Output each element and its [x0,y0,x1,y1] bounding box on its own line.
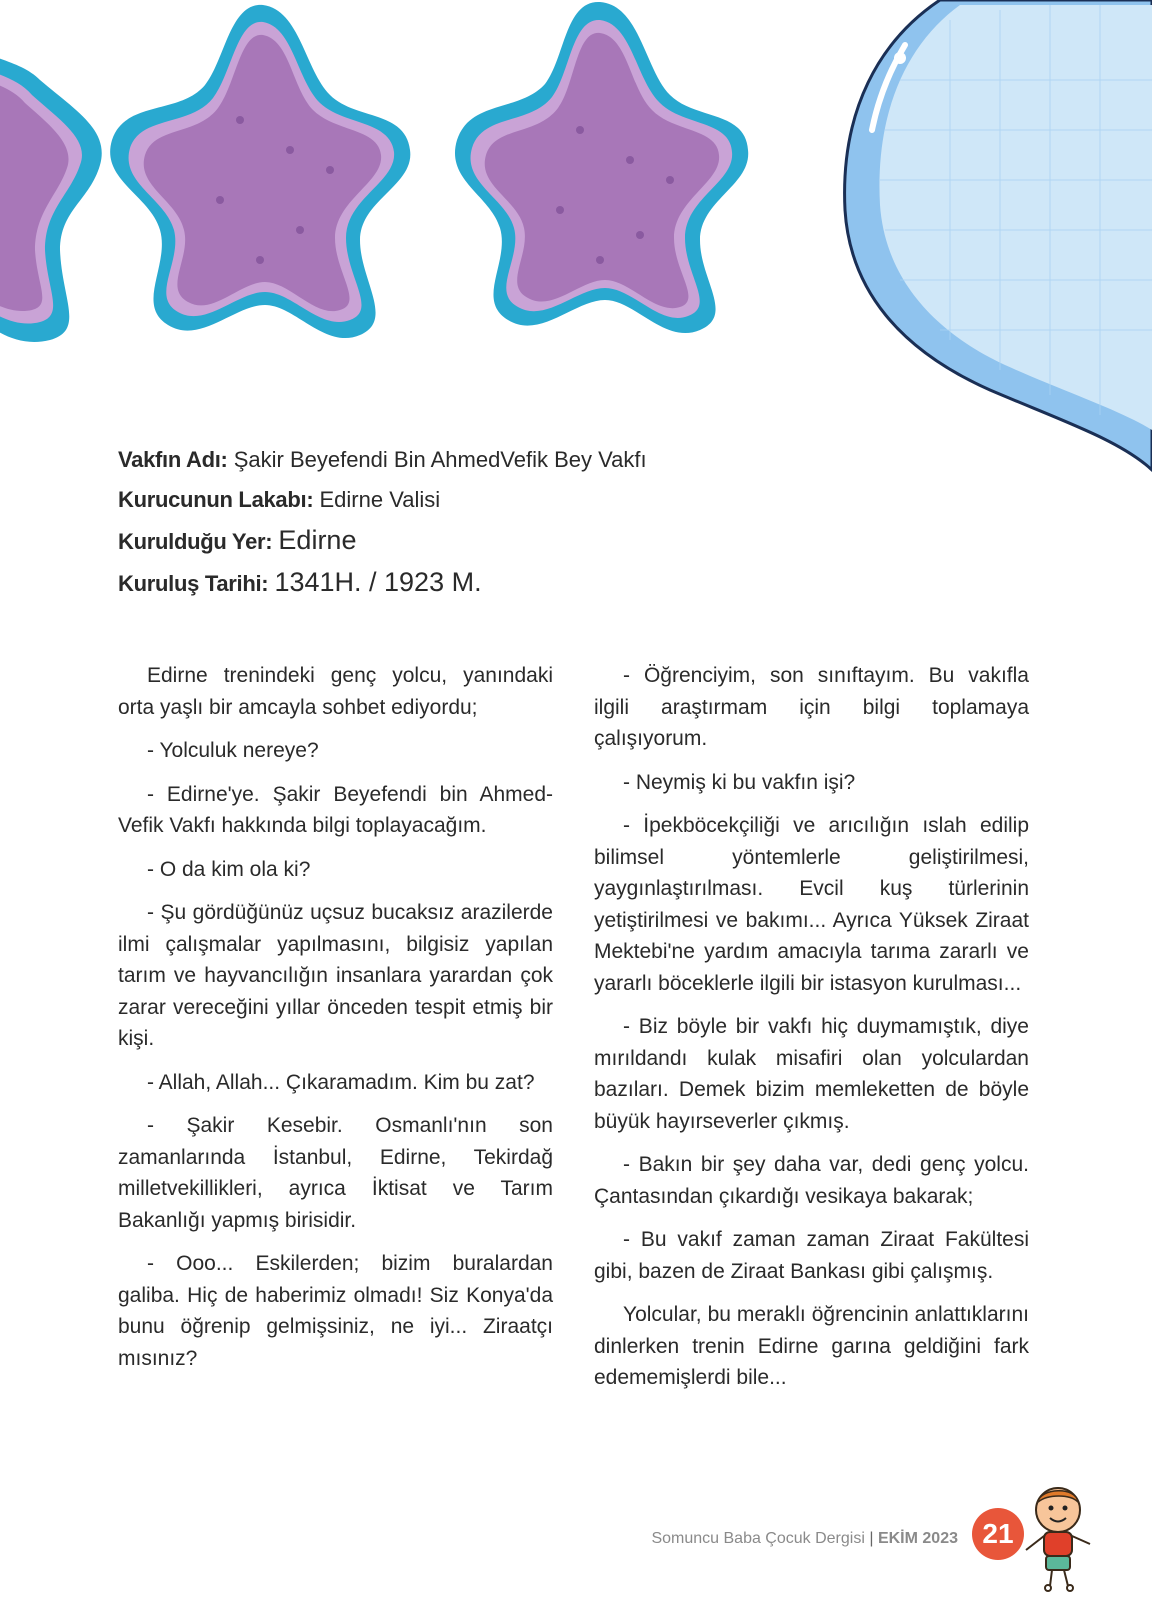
foundation-name-label: Vakfın Adı: [118,447,228,472]
paragraph: Edirne trenindeki genç yolcu, yanındaki orta yaşlı bir amcayla sohbet ediyordu; [118,664,553,719]
issue-date: EKİM 2023 [877,1530,958,1547]
magazine-name: Somuncu Baba Çocuk Dergisi [651,1530,865,1547]
founded-date-row [118,562,878,604]
paragraph: - İpekböcekçiliği ve arıcılığın ıslah edilip bilimsel yöntemlerle geliştirilmesi, yaygınlaştırılması. Evcil kuş türlerinin yetiştirilmesi ve bakımı... Ayrıca Yüksek Ziraat Mektebi'ne yardım amacıyla tarıma zararlı ve yararlı böceklerle ilgili bir istasyon kurulması... [594,814,1029,995]
paragraph: - Yolculuk nereye? [147,739,319,762]
paragraph: - Şakir Kesebir. Osmanlı'nın son zamanlarında İstanbul, Edirne, Tekirdağ milletvekillikleri, ayrıca İktisat ve Tarım Bakanlığı yapmış birisidir. [118,1114,553,1232]
paragraph: - Neymiş ki bu vakfın işi? [623,770,856,794]
paragraph: - Ooo... Eskilerden; bizim buralardan galiba. Hiç de haberimiz olmadı! Siz Konya'da bunu öğrenip gelmişsiniz, ne iyi... Ziraatçı mısınız? [118,1252,553,1370]
cartoon-kid-illustration [1018,1480,1128,1600]
founder-nickname-value: Edirne Valisi [319,487,441,512]
founded-place-label: Kurulduğu Yer: [118,529,273,554]
paragraph: - Allah, Allah... Çıkaramadım. Kim bu zat? [147,1070,535,1094]
footer-separator: | [869,1530,874,1547]
founder-nickname-label: Kurucunun Lakabı: [118,487,314,512]
starfish-illustration [110,5,410,338]
magazine-credit [651,1530,958,1548]
paragraph: - Şu gördüğünüz uçsuz bucaksız arazilerde ilmi çalışmalar yapılmasını, bilgisiz yapılan tarım ve hayvancılığın insanlara yarardan çok zarar vereceğini yıllar önceden tespit etmiş bir kişi. [118,901,553,1050]
paragraph: - Bakın bir şey daha var, dedi genç yolcu. Çantasından çıkardığı vesikaya bakarak; [594,1153,1029,1208]
foundation-name-value: Şakir Beyefendi Bin AhmedVefik Bey Vakfı [233,447,647,472]
starfish-illustration [455,2,748,333]
starfish-illustration [0,40,102,342]
paragraph: Yolcular, bu meraklı öğrencinin anlattıklarını dinlerken trenin Edirne garına geldiğini fark edememişlerdi bile... [594,1303,1029,1389]
founded-date-value: 1341H. / 1923 M. [274,567,482,597]
paragraph: - Edirne'ye. Şakir Beyefendi bin Ahmed-Vefik Vakfı hakkında bilgi toplayacağım. [118,782,553,837]
page-number: 21 [972,1508,1024,1560]
paragraph: - O da kim ola ki? [147,857,311,881]
page-footer [0,1508,1152,1618]
story-right-column [594,660,1029,1406]
story-left-column [118,660,553,1386]
foundation-name-row [118,440,878,480]
magnifier-lens-illustration [845,0,1152,470]
founded-date-label: Kuruluş Tarihi: [118,571,269,596]
paragraph: - Bu vakıf zaman zaman Ziraat Fakültesi gibi, bazen de Ziraat Bankası gibi çalışmış. [594,1228,1029,1283]
founder-nickname-row [118,480,878,520]
foundation-info [118,440,878,604]
founded-place-row [118,520,878,562]
paragraph: - Öğrenciyim, son sınıftayım. Bu vakıfla ilgili araştırmam için bilgi toplamaya çalışıyorum. [594,664,1029,750]
paragraph: - Biz böyle bir vakfı hiç duymamıştık, diye mırıldandı kulak misafiri olan yolculardan bazıları. Demek bizim memleketten de böyle büyük hayırseverler çıkmış. [594,1015,1029,1133]
founded-place-value: Edirne [278,525,357,555]
